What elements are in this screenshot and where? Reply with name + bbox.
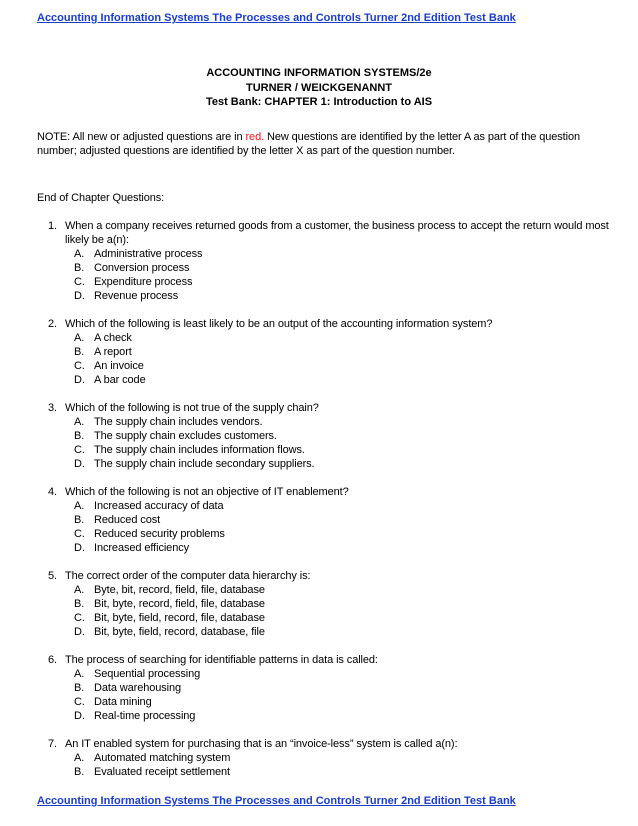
bottom-banner-link[interactable]: Accounting Information Systems The Processes and Controls Turner 2nd Edition Test Bank: [37, 795, 516, 807]
answer-option: [37, 541, 612, 555]
answer-option: [37, 667, 612, 681]
answer-option: [37, 373, 612, 387]
option-letter: A.: [74, 248, 85, 260]
question-text: Which of the following is least likely to be an output of the accounting information system?: [65, 318, 493, 330]
option-text: The supply chain includes vendors.: [94, 416, 263, 428]
option-text: The supply chain includes information flows.: [94, 444, 305, 456]
option-letter: A.: [74, 752, 85, 764]
option-text: Conversion process: [94, 262, 190, 274]
option-text: Expenditure process: [94, 276, 193, 288]
option-letter: B.: [74, 598, 85, 610]
question-text: When a company receives returned goods from a customer, the business process to accept the return would most likely be a(n):: [65, 220, 609, 246]
answer-option: [37, 597, 612, 611]
answer-option: [37, 583, 612, 597]
note-suffix: New questions are identified by the letter A as part of the question number; adjusted questions are identified by the letter X as part of the question number.: [37, 131, 581, 157]
document-header: [0, 66, 638, 110]
option-text: Reduced security problems: [94, 528, 225, 540]
answer-option: [37, 359, 612, 373]
answer-option: [37, 345, 612, 359]
option-letter: D.: [74, 374, 85, 386]
answer-option: [37, 289, 612, 303]
option-letter: C.: [74, 444, 85, 456]
answer-option: [37, 457, 612, 471]
question-stem: [37, 317, 612, 331]
question-stem: [37, 401, 612, 415]
option-letter: A.: [74, 668, 85, 680]
answer-option: [37, 695, 612, 709]
option-text: A check: [94, 332, 132, 344]
answer-option: [37, 751, 612, 765]
header-title: ACCOUNTING INFORMATION SYSTEMS/2e: [206, 67, 432, 79]
option-letter: D.: [74, 710, 85, 722]
option-text: Real-time processing: [94, 710, 196, 722]
option-text: A bar code: [94, 374, 146, 386]
question-stem: [37, 569, 612, 583]
option-text: An invoice: [94, 360, 144, 372]
question-item: [37, 737, 612, 779]
option-text: Data warehousing: [94, 682, 182, 694]
option-letter: B.: [74, 430, 85, 442]
answer-option: [37, 415, 612, 429]
option-letter: A.: [74, 332, 85, 344]
note-red-word: red.: [245, 131, 265, 143]
option-text: Increased efficiency: [94, 542, 190, 554]
option-letter: D.: [74, 626, 85, 638]
option-text: Automated matching system: [94, 752, 231, 764]
option-letter: B.: [74, 682, 85, 694]
option-text: Bit, byte, field, record, file, database: [94, 612, 265, 624]
answer-option: [37, 261, 612, 275]
answer-option: [37, 611, 612, 625]
answer-option: [37, 709, 612, 723]
question-text: An IT enabled system for purchasing that is an “invoice-less” system is called a(n):: [65, 738, 458, 750]
option-letter: B.: [74, 514, 85, 526]
answer-option: [37, 499, 612, 513]
option-text: Bit, byte, field, record, database, file: [94, 626, 265, 638]
question-text: Which of the following is not true of the supply chain?: [65, 402, 319, 414]
question-stem: [37, 737, 612, 751]
option-letter: A.: [74, 584, 85, 596]
question-item: [37, 317, 612, 387]
option-text: Administrative process: [94, 248, 203, 260]
question-item: [37, 653, 612, 723]
option-text: The supply chain excludes customers.: [94, 430, 277, 442]
question-number: 1.: [48, 220, 57, 232]
option-letter: C.: [74, 528, 85, 540]
option-letter: A.: [74, 500, 85, 512]
header-authors: TURNER / WEICKGENANNT: [245, 81, 393, 94]
answer-option: [37, 513, 612, 527]
question-text: The process of searching for identifiable patterns in data is called:: [65, 654, 378, 666]
option-text: Byte, bit, record, field, file, database: [94, 584, 265, 596]
answer-option: [37, 247, 612, 261]
question-list: [37, 219, 612, 793]
option-text: Reduced cost: [94, 514, 161, 526]
question-number: 2.: [48, 318, 57, 330]
option-letter: B.: [74, 766, 85, 778]
answer-option: [37, 443, 612, 457]
question-number: 3.: [48, 402, 57, 414]
question-number: 5.: [48, 570, 57, 582]
section-title: End of Chapter Questions:: [37, 192, 165, 204]
option-letter: D.: [74, 542, 85, 554]
option-letter: B.: [74, 346, 85, 358]
option-text: Revenue process: [94, 290, 179, 302]
option-letter: D.: [74, 458, 85, 470]
option-text: Sequential processing: [94, 668, 201, 680]
option-text: The supply chain include secondary suppliers.: [94, 458, 315, 470]
question-stem: [37, 219, 612, 247]
option-letter: C.: [74, 276, 85, 288]
option-text: Increased accuracy of data: [94, 500, 224, 512]
answer-option: [37, 275, 612, 289]
question-stem: [37, 485, 612, 499]
answer-option: [37, 681, 612, 695]
top-banner-link[interactable]: Accounting Information Systems The Processes and Controls Turner 2nd Edition Test Bank: [37, 12, 516, 24]
option-letter: C.: [74, 612, 85, 624]
answer-option: [37, 429, 612, 443]
question-item: [37, 485, 612, 555]
option-text: A report: [94, 346, 132, 358]
question-number: 6.: [48, 654, 57, 666]
question-stem: [37, 653, 612, 667]
answer-option: [37, 331, 612, 345]
question-text: The correct order of the computer data hierarchy is:: [65, 570, 311, 582]
question-item: [37, 219, 612, 303]
header-chapter: Test Bank: CHAPTER 1: Introduction to AIS: [205, 96, 433, 108]
question-number: 7.: [48, 738, 57, 750]
question-number: 4.: [48, 486, 57, 498]
note-paragraph: [37, 130, 607, 158]
option-text: Bit, byte, record, field, file, database: [94, 598, 265, 610]
option-letter: B.: [74, 262, 85, 274]
option-letter: D.: [74, 290, 85, 302]
option-letter: A.: [74, 416, 85, 428]
note-prefix: NOTE: All new or adjusted questions are in: [37, 131, 246, 143]
question-item: [37, 401, 612, 471]
option-letter: C.: [74, 696, 85, 708]
option-text: Evaluated receipt settlement: [94, 766, 231, 778]
question-item: [37, 569, 612, 639]
answer-option: [37, 527, 612, 541]
option-text: Data mining: [94, 696, 152, 708]
question-text: Which of the following is not an objective of IT enablement?: [65, 486, 349, 498]
option-letter: C.: [74, 360, 85, 372]
answer-option: [37, 765, 612, 779]
answer-option: [37, 625, 612, 639]
